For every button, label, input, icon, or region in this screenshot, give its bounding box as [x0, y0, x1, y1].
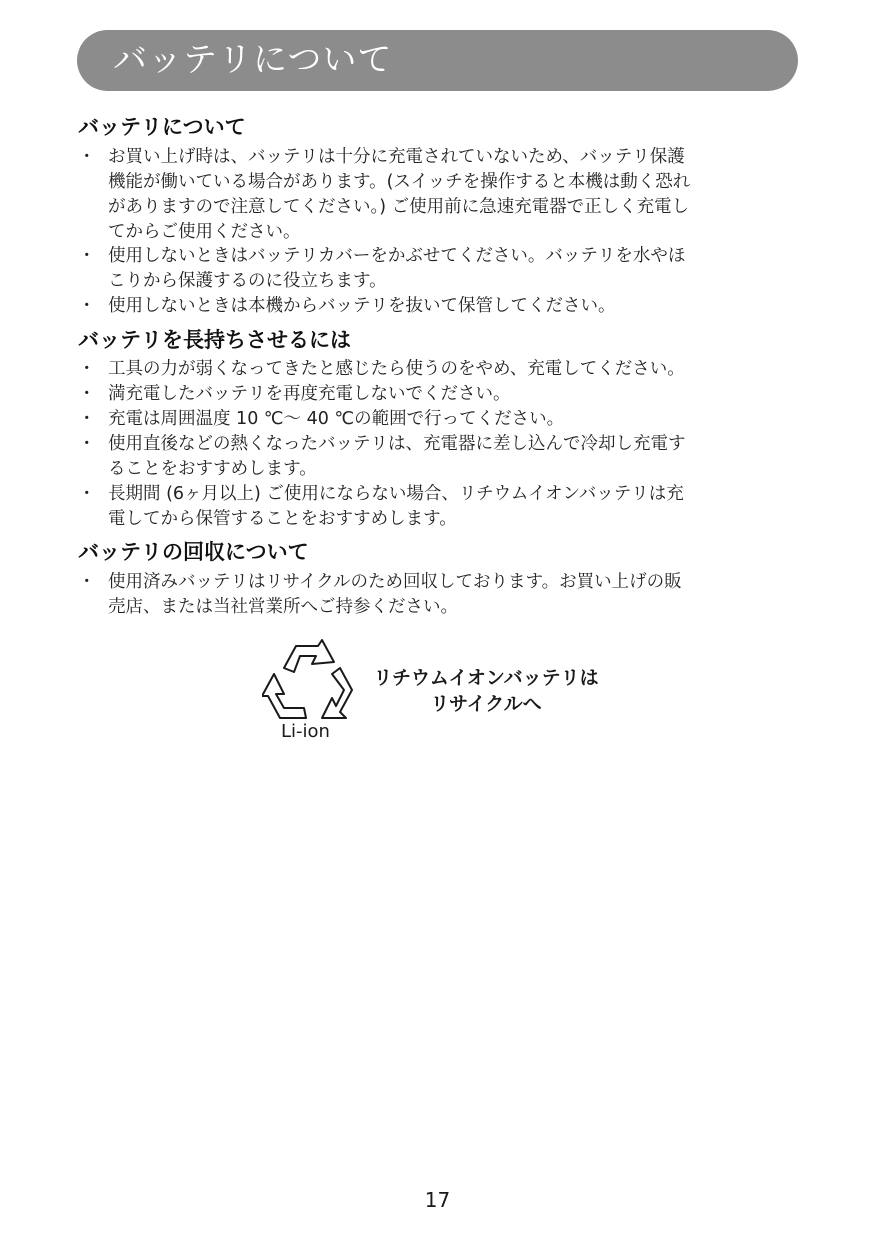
text-line: 使用直後などの熱くなったバッテリは、充電器に差し込んで冷却し充電す [108, 434, 686, 454]
page-title: バッテリについて [113, 40, 393, 80]
recycle-caption [354, 665, 618, 717]
list-item [78, 145, 800, 245]
list-item [78, 294, 800, 319]
recycle-icon [262, 636, 354, 724]
list-item [78, 432, 800, 482]
list-item [78, 382, 800, 407]
text-line: 使用しないときはバッテリカバーをかぶせてください。バッテリを水やほ [108, 246, 686, 266]
li-ion-label: Li-ion [281, 721, 330, 742]
text-line: がありますので注意してください。) ご使用前に急速充電器で正しく充電し [108, 197, 690, 217]
text-line: てからご使用ください。 [108, 222, 301, 242]
text-line: お買い上げ時は、バッテリは十分に充電されていないため、バッテリ保護 [108, 147, 685, 167]
text-line: 使用しないときは本機からバッテリを抜いて保管してください。 [108, 296, 616, 316]
page-number: 17 [424, 1188, 451, 1212]
bullet: ・ [78, 359, 96, 379]
list-item [78, 357, 800, 382]
bullet: ・ [78, 246, 96, 266]
bullet: ・ [78, 484, 96, 504]
list-item [78, 407, 800, 432]
bullet: ・ [78, 296, 96, 316]
caption-line: リサイクルへ [430, 693, 542, 715]
list-item [78, 482, 800, 532]
text-line: 長期間 (6ヶ月以上) ご使用にならない場合、リチウムイオンバッテリは充 [108, 484, 684, 504]
text-line: 使用済みバッテリはリサイクルのため回収しております。お買い上げの販 [108, 572, 682, 592]
section-banner [77, 30, 798, 91]
text-line: ることをおすすめします。 [108, 459, 317, 479]
bullet: ・ [78, 572, 96, 592]
text-line: 充電は周囲温度 10 ℃～ 40 ℃の範囲で行ってください。 [108, 409, 565, 429]
text-line: 売店、または当社営業所へご持参ください。 [108, 597, 458, 617]
text-line: 満充電したバッテリを再度充電しないでください。 [108, 384, 511, 404]
list-item [78, 570, 800, 620]
text-line: こりから保護するのに役立ちます。 [108, 271, 387, 291]
list-item [78, 244, 800, 294]
bullet: ・ [78, 384, 96, 404]
section-heading-collection: バッテリの回収について [78, 540, 309, 564]
caption-line: リチウムイオンバッテリは [373, 667, 599, 689]
text-line: 機能が働いている場合があります。(スイッチを操作すると本機は動く恐れ [108, 172, 691, 192]
bullet: ・ [78, 409, 96, 429]
section-heading-battery: バッテリについて [78, 115, 246, 139]
text-line: 電してから保管することをおすすめします。 [108, 509, 457, 529]
section-heading-longevity: バッテリを長持ちさせるには [78, 328, 351, 352]
text-line: 工具の力が弱くなってきたと感じたら使うのをやめ、充電してください。 [108, 359, 685, 379]
bullet: ・ [78, 147, 96, 167]
bullet: ・ [78, 434, 96, 454]
